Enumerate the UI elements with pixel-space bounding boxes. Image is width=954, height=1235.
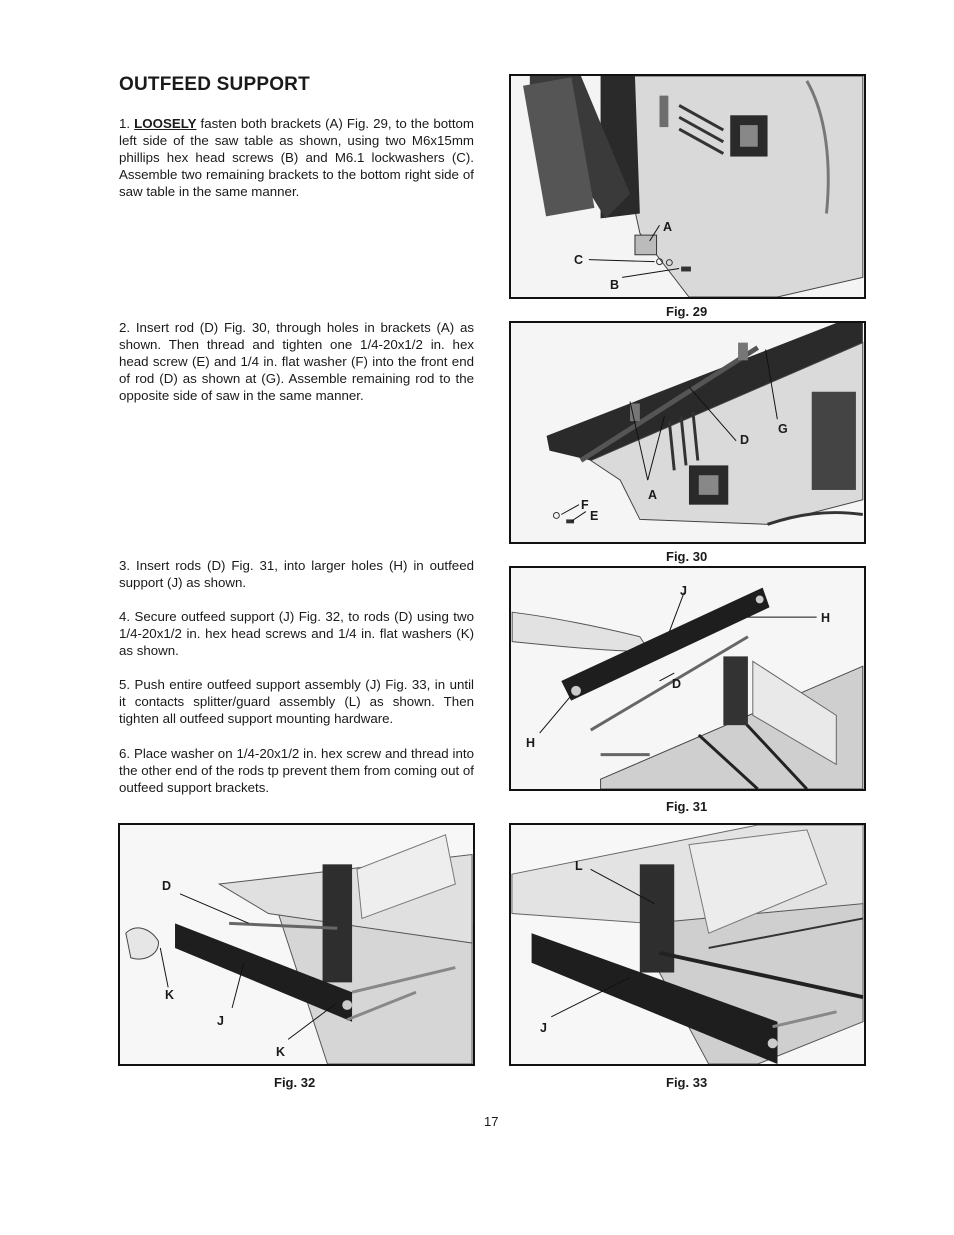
- fig33-label-l: L: [575, 859, 583, 873]
- fig33-label-j: J: [540, 1021, 547, 1035]
- figure-31-illustration: [511, 568, 864, 789]
- figure-29-caption: Fig. 29: [666, 304, 708, 319]
- fig29-label-c: C: [574, 253, 584, 267]
- fig31-label-h-left: H: [526, 736, 536, 750]
- figure-30-illustration: [511, 323, 864, 542]
- figure-33-caption: Fig. 33: [666, 1075, 708, 1090]
- figure-31-caption: Fig. 31: [666, 799, 708, 814]
- step-1-emphasis: LOOSELY: [134, 116, 197, 131]
- fig31-label-d: D: [672, 677, 682, 691]
- step-5: 5. Push entire outfeed support assembly (J) Fig. 33, in until it contacts splitter/guard assembly (L) as shown. Then tighten all outfeed support mounting hardware.: [119, 677, 474, 726]
- figure-29-illustration: [511, 76, 864, 297]
- step-1-text: fasten both brackets (A) Fig. 29, to the bottom left side of the saw table as shown, using two M6x15mm phillips hex head screws (B) and M6.1 lockwashers (C). Assemble two remaining brackets to the bottom right side of saw table in the same manner.: [119, 116, 474, 199]
- fig30-label-e: E: [590, 509, 599, 523]
- fig31-label-h-right: H: [821, 611, 831, 625]
- figure-33-image: [509, 823, 866, 1066]
- section-heading: OUTFEED SUPPORT: [119, 74, 310, 95]
- figure-30-image: [509, 321, 866, 544]
- figure-31-image: [509, 566, 866, 791]
- fig29-label-b: B: [610, 278, 620, 292]
- fig32-label-k-right: K: [276, 1045, 286, 1059]
- step-4: 4. Secure outfeed support (J) Fig. 32, to rods (D) using two 1/4-20x1/2 in. hex head screws and 1/4 in. flat washers (K) as shown.: [119, 609, 474, 658]
- fig30-label-a: A: [648, 488, 658, 502]
- figure-30-caption: Fig. 30: [666, 549, 708, 564]
- fig30-label-f: F: [581, 498, 589, 512]
- fig32-label-k-left: K: [165, 988, 175, 1002]
- figure-32-illustration: [120, 825, 473, 1064]
- fig31-label-j: J: [680, 584, 687, 598]
- step-1: [119, 115, 474, 200]
- figure-32-image: [118, 823, 475, 1066]
- fig29-label-a: A: [663, 220, 673, 234]
- step-6: 6. Place washer on 1/4-20x1/2 in. hex screw and thread into the other end of the rods tp prevent them from coming out of outfeed support brackets.: [119, 746, 474, 795]
- figure-32-caption: Fig. 32: [274, 1075, 316, 1090]
- fig30-label-d: D: [740, 433, 750, 447]
- step-1-number: 1.: [119, 116, 131, 131]
- fig30-label-g: G: [778, 422, 788, 436]
- step-3: 3. Insert rods (D) Fig. 31, into larger holes (H) in outfeed support (J) as shown.: [119, 558, 474, 590]
- fig32-label-j: J: [217, 1014, 224, 1028]
- figure-29-image: [509, 74, 866, 299]
- step-2: 2. Insert rod (D) Fig. 30, through holes in brackets (A) as shown. Then thread and tighten one 1/4-20x1/2 in. hex head screw (E) and 1/4 in. flat washer (F) into the front end of rod (D) as shown at (G). Assemble remaining rod to the opposite side of saw in the same manner.: [119, 320, 474, 403]
- figure-33-illustration: [511, 825, 864, 1064]
- page-number: 17: [484, 1114, 499, 1129]
- fig32-label-d: D: [162, 879, 172, 893]
